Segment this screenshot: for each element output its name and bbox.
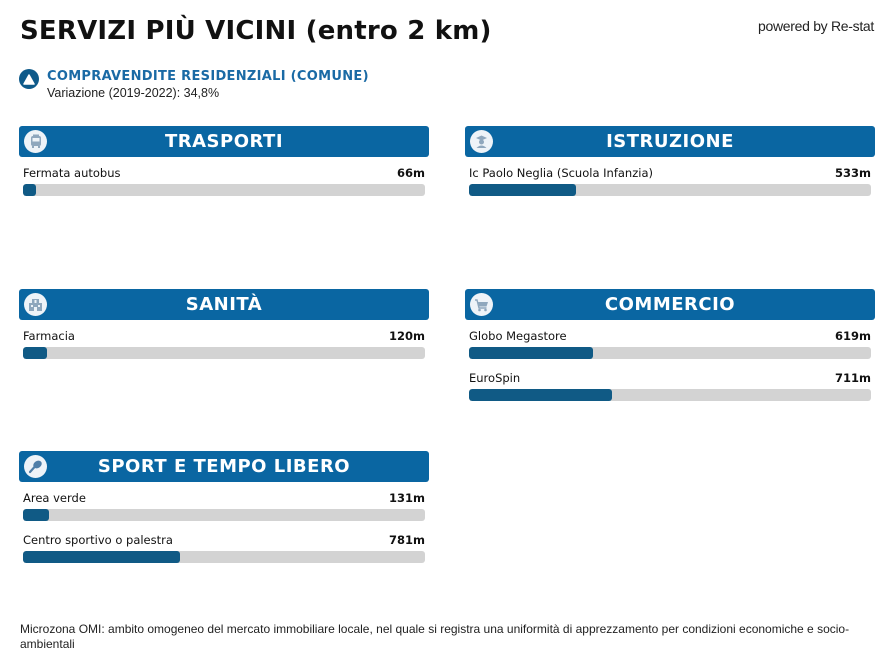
section-title: SPORT E TEMPO LIBERO (97, 456, 351, 477)
list-item (465, 157, 875, 199)
section-commercio (465, 289, 875, 404)
section-istruzione (465, 126, 875, 199)
service-name: EuroSpin (469, 371, 521, 385)
distance-bar (469, 347, 871, 359)
section-title: SANITÀ (185, 294, 263, 315)
powered-by-label: powered by Re-stat (758, 18, 874, 34)
distance-bar-fill (469, 184, 576, 196)
distance-bar-fill (469, 347, 593, 359)
service-name: Centro sportivo o palestra (23, 533, 173, 547)
section-header (19, 126, 429, 157)
section-title: TRASPORTI (164, 131, 284, 152)
bus-icon (24, 130, 47, 153)
section-header (19, 451, 429, 482)
distance-bar (23, 551, 425, 563)
footnote: Microzona OMI: ambito omogeneo del mercato immobiliare locale, nel quale si registra una uniformità di apprezzamento per condizioni economiche e socio-ambientali (20, 622, 850, 651)
list-item (465, 362, 875, 404)
service-distance: 711m (835, 371, 871, 385)
triangle-up-icon (19, 69, 39, 89)
service-distance: 619m (835, 329, 871, 343)
list-item (19, 320, 429, 362)
distance-bar (23, 509, 425, 521)
service-distance: 66m (397, 166, 425, 180)
stat-title: COMPRAVENDITE RESIDENZIALI (COMUNE) (47, 69, 369, 84)
school-icon (470, 130, 493, 153)
distance-bar-fill (23, 184, 36, 196)
service-name: Area verde (23, 491, 86, 505)
distance-bar (469, 184, 871, 196)
service-distance: 131m (389, 491, 425, 505)
section-header (465, 126, 875, 157)
service-distance: 533m (835, 166, 871, 180)
service-distance: 120m (389, 329, 425, 343)
service-name: Fermata autobus (23, 166, 121, 180)
section-header (19, 289, 429, 320)
distance-bar-fill (23, 551, 180, 563)
distance-bar-fill (469, 389, 612, 401)
section-sanita (19, 289, 429, 362)
service-name: Farmacia (23, 329, 75, 343)
distance-bar (469, 389, 871, 401)
tennis-racket-icon (24, 455, 47, 478)
page-title: SERVIZI PIÙ VICINI (entro 2 km) (20, 16, 492, 46)
section-title: COMMERCIO (604, 294, 736, 315)
distance-bar (23, 347, 425, 359)
list-item (465, 320, 875, 362)
stat-subtitle: Variazione (2019-2022): 34,8% (47, 86, 220, 100)
distance-bar-fill (23, 509, 49, 521)
distance-bar (23, 184, 425, 196)
list-item (19, 157, 429, 199)
distance-bar-fill (23, 347, 47, 359)
shopping-cart-icon (470, 293, 493, 316)
list-item (19, 524, 429, 566)
service-name: Ic Paolo Neglia (Scuola Infanzia) (469, 166, 653, 180)
section-header (465, 289, 875, 320)
list-item (19, 482, 429, 524)
hospital-icon (24, 293, 47, 316)
service-distance: 781m (389, 533, 425, 547)
service-name: Globo Megastore (469, 329, 567, 343)
section-title: ISTRUZIONE (606, 131, 734, 152)
section-trasporti (19, 126, 429, 199)
section-sport (19, 451, 429, 566)
